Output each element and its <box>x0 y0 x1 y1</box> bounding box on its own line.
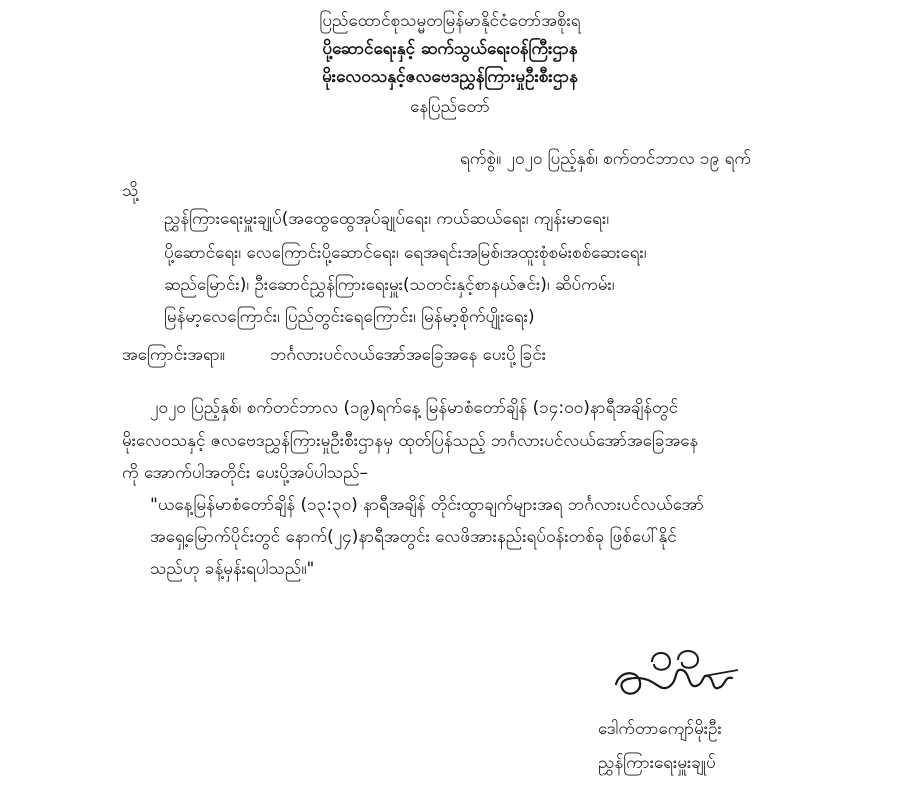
recipient-line: မြန်မာ့လေကြောင်း၊ ပြည်တွင်းရေကြောင်း၊ မြန်မာ့စိုက်ပျိုးရေး) <box>164 307 535 327</box>
signatory-name: ဒေါက်တာကျော်မိုးဦး <box>598 719 722 739</box>
header-line-city: နေပြည်တော် <box>410 97 490 117</box>
header-line-department: မိုးလေဝသနှင့်ဇလဗေဒညွှန်ကြားမှုဦးစီးဌာန <box>322 67 578 87</box>
to-label: သို့ <box>122 181 139 201</box>
body-line: ၂၀၂၀ ပြည့်နှစ်၊ စက်တင်ဘာလ (၁၉)ရက်နေ့ မြန်မာစံတော်ချိန် (၁၄:၀၀)နာရီအချိန်တွင် <box>150 398 679 418</box>
recipient-line: ပို့ဆောင်ရေး၊ လေကြောင်းပို့ဆောင်ရေး၊ ရေအရင်းအမြစ်၊အထူးစုံစမ်းစစ်ဆေးရေး၊ <box>164 243 647 263</box>
body-line: မိုးလေဝသနှင့် ဇလဗေဒညွှန်ကြားမှုဦးစီးဌာနမှ ထုတ်ပြန်သည့် ဘင်္ဂလားပင်လယ်အော်အခြေအနေ <box>122 431 699 451</box>
header-line-government: ပြည်ထောင်စုသမ္မတမြန်မာနိုင်ငံတော်အစိုးရ <box>319 11 581 31</box>
recipient-line: ညွှန်ကြားရေးမှူးချုပ်(အထွေထွေအုပ်ချုပ်ရေး၊ ကယ်ဆယ်ရေး၊ ကျန်းမာရေး၊ <box>164 209 610 229</box>
quote-line: အရှေ့မြောက်ပိုင်းတွင် နောက်(၂၄)နာရီအတွင်း လေဖိအားနည်းရပ်ဝန်းတစ်ခု ဖြစ်ပေါ်နိုင် <box>150 527 677 547</box>
handwritten-signature <box>608 640 758 710</box>
subject-text: ဘင်္ဂလားပင်လယ်အော်အခြေအနေ ပေးပို့ခြင်း <box>270 345 547 365</box>
signatory-title: ညွှန်ကြားရေးမှူးချုပ် <box>598 753 716 773</box>
recipient-line: ဆည်မြောင်း)၊ ဦးဆောင်ညွှန်ကြားရေးမှူး(သတင်းနှင့်စာနယ်ဇင်း)၊ ဆိပ်ကမ်း၊ <box>164 275 615 295</box>
subject-label: အကြောင်းအရာ။ <box>122 345 225 365</box>
header-line-ministry: ပို့ဆောင်ရေးနှင့် ဆက်သွယ်ရေးဝန်ကြီးဌာန <box>322 39 578 59</box>
letter-date: ရက်စွဲ။ ၂၀၂၀ ပြည့်နှစ်၊ စက်တင်ဘာလ ၁၉ ရက် <box>460 149 751 169</box>
quote-line: သည်ဟု ခန့်မှန်းရပါသည်။" <box>150 559 315 579</box>
quote-line: "ယနေ့မြန်မာစံတော်ချိန် (၁၃:၃၀) နာရီအချိန် တိုင်းထွာချက်များအရ ဘင်္ဂလားပင်လယ်အော် <box>150 495 704 515</box>
body-line: ကို အောက်ပါအတိုင်း ပေးပို့အပ်ပါသည်– <box>122 463 369 483</box>
